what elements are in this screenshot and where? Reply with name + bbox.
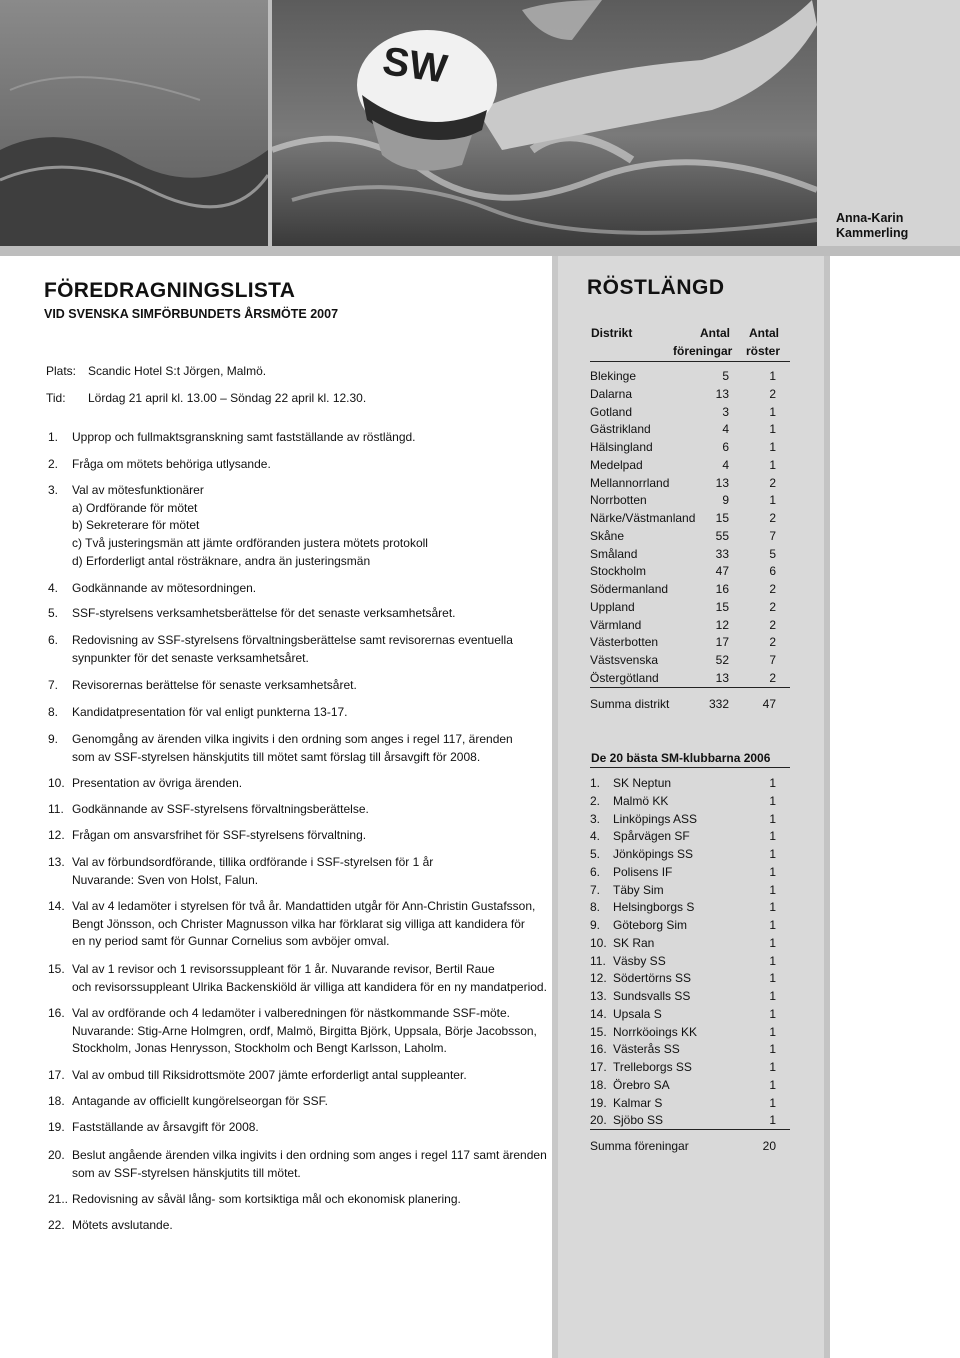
sm-club-name: Sjöbo SS [613,1113,664,1128]
sm-club-rank: 16. [590,1042,607,1057]
agenda-item-line: Nuvarande: Stig-Arne Holmgren, ordf, Malmö, Birgitta Björk, Uppsala, Börje Jacobsson, [72,1023,537,1038]
agenda-item-line: Mötets avslutande. [72,1218,173,1232]
sm-club-value: 1 [769,1077,776,1092]
agenda-item-number: 10. [48,776,65,790]
district-roster: 7 [769,528,776,543]
district-row [590,600,790,618]
agenda-item-text [72,704,542,722]
district-name: Stockholm [590,564,647,579]
sm-club-name: SK Ran [613,935,655,950]
district-roster: 2 [769,599,776,614]
sm-club-value: 1 [769,1095,776,1110]
sm-club-rank: 15. [590,1024,607,1039]
sm-header-rule [590,767,790,768]
district-roster: 5 [769,546,776,561]
sm-club-row [590,989,790,1007]
sm-club-row [590,829,790,847]
agenda-item-line: Revisorernas berättelse för senaste verksamhetsåret. [72,678,357,692]
agenda-item-line: en ny period samt för Gunnar Cornelius som avböjer omval. [72,934,390,949]
district-row [590,458,790,476]
agenda-item-line: Val av ordförande och 4 ledamöter i valberedningen för nästkommande SSF-möte. [72,1006,511,1020]
agenda-item-number: 9. [48,732,59,746]
district-foreningar: 3 [722,404,729,419]
sm-club-rank: 20. [590,1113,607,1128]
sm-club-row [590,847,790,865]
agenda-item-line: Presentation av övriga ärenden. [72,776,243,790]
sm-club-rank: 6. [590,864,601,879]
sm-club-row [590,936,790,954]
district-row [590,405,790,423]
sm-club-rank: 14. [590,1006,607,1021]
agenda-item-text [72,677,542,695]
district-row [590,493,790,511]
district-foreningar: 13 [715,670,729,685]
district-foreningar: 55 [715,528,729,543]
agenda-item-line: synpunkter för det senaste verksamhetsåret. [72,650,309,665]
district-roster: 2 [769,475,776,490]
rostlangd-title: RÖSTLÄNGD [587,276,725,299]
col-header-antal-1: Antal [700,326,730,340]
sm-sum-rule [590,1129,790,1130]
agenda-item-number: 7. [48,678,59,692]
sm-club-rank: 18. [590,1077,607,1092]
district-row [590,476,790,494]
agenda-item-line: a) Ordförande för mötet [72,500,198,515]
district-foreningar: 15 [715,599,729,614]
district-row [590,564,790,582]
district-foreningar: 4 [722,457,729,472]
district-name: Mellannorrland [590,475,670,490]
agenda-item-number: 17. [48,1068,65,1082]
agenda-item-number: 20. [48,1148,65,1162]
place-label: Plats: [46,364,77,378]
district-foreningar: 13 [715,475,729,490]
credit-line-1: Anna-Karin [836,211,904,225]
district-row [590,369,790,387]
agenda-item-line: som av SSF-styrelsen hänskjutits till mötet samt förslag till årsavgift för 2008. [72,749,481,764]
sm-club-name: Polisens IF [613,864,673,879]
district-row [590,511,790,529]
agenda-item-number: 22. [48,1218,65,1232]
agenda-item-number: 5. [48,606,59,620]
sm-club-name: Trelleborgs SS [613,1060,692,1074]
agenda-item-line: Nuvarande: Sven von Holst, Falun. [72,872,259,887]
sm-club-value: 1 [769,918,776,932]
sm-club-name: Norrköoings KK [613,1024,698,1039]
sm-club-row [590,812,790,830]
agenda-item-text [72,605,542,623]
sum-label: Summa distrikt [590,697,670,711]
district-row [590,529,790,547]
sm-club-rank: 4. [590,829,601,844]
agenda-item-line: Godkännande av mötesordningen. [72,581,257,595]
district-name: Östergötland [590,670,659,685]
agenda-item-line: och revisorssuppleant Ulrika Backenskiöld är villiga att kandidera för en ny mandatperiod. [72,979,547,994]
sm-club-name: SK Neptun [613,776,672,790]
agenda-item-text [72,632,542,667]
district-foreningar: 33 [715,546,729,561]
place-value: Scandic Hotel S:t Jörgen, Malmö. [88,364,267,378]
sm-club-value: 1 [769,1024,776,1039]
sm-club-rank: 1. [590,776,601,790]
district-roster: 7 [769,653,776,667]
credit-line-2: Kammerling [836,226,909,240]
district-roster: 1 [769,457,776,472]
sm-sum-row [590,1139,790,1157]
sm-club-row [590,1096,790,1114]
sm-sum-label: Summa föreningar [590,1139,689,1153]
agenda-item-text [72,429,542,447]
agenda-item-line: Genomgång av ärenden vilka ingivits i den ordning som anges i regel 117, ärenden [72,732,513,746]
sm-club-name: Väsby SS [613,953,666,968]
sm-club-rank: 13. [590,989,607,1003]
district-roster: 2 [769,386,776,401]
sm-club-rank: 10. [590,935,607,950]
district-name: Uppland [590,599,635,614]
district-name: Värmland [590,617,642,632]
sm-club-value: 1 [769,1060,776,1074]
district-name: Dalarna [590,386,633,401]
sm-club-row [590,1078,790,1096]
agenda-item-line: som av SSF-styrelsen hänskjutits till mötet. [72,1165,301,1180]
district-name: Västerbotten [590,635,659,650]
sm-club-rank: 7. [590,882,601,897]
district-roster: 2 [769,670,776,685]
agenda-item-number: 19. [48,1120,65,1134]
sm-club-name: Sundsvalls SS [613,989,691,1003]
sm-club-name: Täby Sim [613,882,664,897]
district-row [590,582,790,600]
district-foreningar: 4 [722,422,729,437]
sm-club-rank: 3. [590,811,601,826]
district-foreningar: 5 [722,369,729,383]
agenda-item-number: 18. [48,1094,65,1108]
agenda-item-line: SSF-styrelsens verksamhetsberättelse för det senaste verksamhetsåret. [72,606,456,620]
sm-club-name: Upsala S [613,1006,662,1021]
district-roster: 2 [769,617,776,632]
agenda-item-number: 13. [48,855,65,869]
sm-club-value: 1 [769,1113,776,1128]
district-name: Gästrikland [590,422,651,437]
sm-club-name: Södertörns SS [613,971,692,986]
sm-club-rank: 9. [590,918,601,932]
sm-club-row [590,883,790,901]
district-foreningar: 17 [715,635,729,650]
agenda-item-line: Redovisning av SSF-styrelsens förvaltningsberättelse samt revisorernas eventuella [72,633,513,647]
time-label: Tid: [46,391,66,405]
sm-club-name: Helsingborgs S [613,900,695,915]
sm-club-value: 1 [769,953,776,968]
district-foreningar: 47 [715,564,729,579]
agenda-item-number: 8. [48,705,59,719]
time-value: Lördag 21 april kl. 13.00 – Söndag 22 april kl. 12.30. [88,391,367,405]
col-header-foreningar: föreningar [673,344,733,358]
district-roster: 2 [769,511,776,525]
sm-club-name: Linköpings ASS [613,811,698,826]
agenda-item-text [72,1067,542,1085]
agenda-item-text [72,731,542,766]
sm-club-value: 1 [769,1006,776,1021]
district-roster: 2 [769,635,776,650]
district-roster: 1 [769,440,776,454]
agenda-item-text [72,1191,542,1209]
agenda-item-line: Kandidatpresentation för val enligt punkterna 13-17. [72,705,348,719]
district-name: Gotland [590,404,633,419]
district-name: Skåne [590,528,625,543]
sm-club-row [590,1042,790,1060]
agenda-item-number: 14. [48,899,65,913]
photo-credit [836,211,908,241]
sm-club-name: Kalmar S [613,1095,663,1110]
sm-club-rank: 19. [590,1095,607,1110]
agenda-item-number: 4. [48,581,59,595]
table-sum-rule [590,687,790,688]
district-row [590,618,790,636]
agenda-title: FÖREDRAGNINGSLISTA [44,279,296,302]
sm-club-value: 1 [769,864,776,879]
agenda-item-line: Val av mötesfunktionärer [72,483,204,497]
agenda-item-text [72,1119,542,1137]
agenda-item-line: Fråga om mötets behöriga utlysande. [72,457,271,471]
sm-club-value: 1 [769,935,776,950]
agenda-item-line: Beslut angående ärenden vilka ingivits i den ordning som anges i regel 117 samt ärenden [72,1148,547,1162]
agenda-item-text [72,1217,542,1235]
sm-club-value: 1 [769,882,776,897]
col-header-district: Distrikt [591,326,633,340]
agenda-item-line: Upprop och fullmaktsgranskning samt fastställande av röstlängd. [72,430,416,444]
sm-club-value: 1 [769,989,776,1003]
agenda-item-text [72,961,547,996]
sm-club-row [590,1025,790,1043]
sum-foreningar: 332 [708,697,729,711]
sm-sum-value: 20 [762,1139,776,1153]
sm-club-value: 1 [769,847,776,861]
agenda-item-line: Redovisning av såväl lång- som kortsiktiga mål och ekonomisk planering. [72,1192,461,1206]
agenda-item-number: 21.. [48,1192,69,1206]
district-roster: 6 [769,564,776,579]
district-roster: 1 [769,422,776,437]
sm-club-row [590,918,790,936]
agenda-item-number: 16. [48,1006,65,1020]
agenda-item-text [72,898,542,951]
district-roster: 1 [769,404,776,419]
district-foreningar: 52 [715,653,729,667]
sm-club-row [590,1007,790,1025]
district-name: Medelpad [590,457,643,472]
sm-club-value: 1 [769,793,776,808]
sm-club-name: Jönköpings SS [613,847,694,861]
sm-club-row [590,865,790,883]
agenda-item-number: 11. [48,802,64,816]
agenda-item-line: Godkännande av SSF-styrelsens förvaltningsberättelse. [72,802,369,816]
district-foreningar: 16 [715,582,729,596]
agenda-item-number: 3. [48,483,59,497]
sm-club-row [590,1060,790,1078]
sm-club-row [590,794,790,812]
table-header-rule [590,361,790,362]
district-row [590,387,790,405]
agenda-item-text [72,482,542,571]
sm-club-name: Malmö KK [613,793,669,808]
agenda-item-text [72,580,542,598]
sm-club-name: Örebro SA [613,1077,670,1092]
sm-club-value: 1 [769,776,776,790]
district-row [590,547,790,565]
district-foreningar: 6 [722,440,729,454]
district-row [590,422,790,440]
sm-club-name: Västerås SS [613,1042,680,1057]
agenda-item-text [72,1093,542,1111]
district-roster: 2 [769,582,776,596]
sm-club-row [590,971,790,989]
header-strip [0,246,960,256]
district-sum-row [590,697,790,715]
district-name: Närke/Västmanland [590,511,696,525]
agenda-item-line: Frågan om ansvarsfrihet för SSF-styrelsens förvaltning. [72,828,367,842]
sm-club-row [590,954,790,972]
district-row [590,635,790,653]
sm-club-value: 1 [769,1042,776,1057]
sm-club-value: 1 [769,900,776,915]
district-row [590,653,790,671]
cap-logo: SW [379,39,450,92]
sm-club-rank: 17. [590,1060,607,1074]
district-foreningar: 15 [715,511,729,525]
agenda-item-line: Val av 1 revisor och 1 revisorssuppleant för 1 år. Nuvarande revisor, Bertil Raue [72,962,495,976]
agenda-item-line: Val av förbundsordförande, tillika ordförande i SSF-styrelsen för 1 år [72,855,434,869]
sm-club-row [590,776,790,794]
agenda-item-line: Fastställande av årsavgift för 2008. [72,1120,259,1134]
sm-club-rank: 5. [590,847,601,861]
district-foreningar: 9 [722,493,729,508]
agenda-item-line: c) Två justeringsmän att jämte ordföranden justera mötets protokoll [72,536,428,551]
sm-club-value: 1 [769,971,776,986]
sm-clubs-title: De 20 bästa SM-klubbarna 2006 [591,751,771,765]
district-name: Västsvenska [590,653,659,667]
agenda-item-text [72,1005,542,1058]
agenda-item-text [72,1147,547,1182]
agenda-item-line: b) Sekreterare för mötet [72,518,200,533]
agenda-item-number: 12. [48,828,65,842]
agenda-subtitle: VID SVENSKA SIMFÖRBUNDETS ÅRSMÖTE 2007 [44,307,339,321]
district-name: Blekinge [590,369,637,383]
sm-club-rank: 8. [590,900,601,915]
agenda-item-line: Val av ombud till Riksidrottsmöte 2007 jämte erforderligt antal suppleanter. [72,1068,467,1082]
district-name: Norrbotten [590,493,647,508]
agenda-item-line: d) Erforderligt antal rösträknare, andra än justeringsmän [72,553,371,568]
agenda-item-line: Stockholm, Jonas Henrysson, Stockholm och Bengt Karlsson, Laholm. [72,1041,447,1056]
district-row [590,440,790,458]
district-foreningar: 12 [715,617,729,632]
photo-left-panel [0,0,268,246]
sm-club-name: Göteborg Sim [613,918,688,932]
agenda-item-line: Bengt Jönsson, och Christer Magnusson vilka har förklarat sig villiga att kandidera för [72,916,525,931]
sm-club-value: 1 [769,829,776,844]
sm-club-rank: 12. [590,971,607,986]
sm-club-rank: 11. [590,953,606,968]
district-name: Småland [590,546,638,561]
sm-club-name: Spårvägen SF [613,829,690,844]
sm-club-row [590,900,790,918]
agenda-item-text [72,854,542,889]
district-roster: 1 [769,369,776,383]
district-name: Södermanland [590,582,669,596]
agenda-item-number: 2. [48,457,59,471]
agenda-item-line: Val av 4 ledamöter i styrelsen för två år. Mandattiden utgår för Ann-Christin Gustafsson, [72,899,536,913]
sidebar-edge [824,256,830,1358]
district-roster: 1 [769,493,776,508]
col-header-roster: röster [746,344,781,358]
agenda-item-line: Antagande av officiellt kungörelseorgan för SSF. [72,1094,328,1108]
col-header-antal-2: Antal [749,326,779,340]
agenda-item-number: 15. [48,962,65,976]
district-foreningar: 13 [715,386,729,401]
agenda-item-text [72,801,542,819]
sm-club-value: 1 [769,811,776,826]
sm-club-rank: 2. [590,793,601,808]
agenda-item-text [72,456,542,474]
agenda-item-number: 6. [48,633,59,647]
agenda-item-text [72,827,542,845]
agenda-item-text [72,775,542,793]
agenda-item-number: 1. [48,430,59,444]
sum-roster: 47 [762,697,776,711]
swimmer-photo [272,0,817,246]
district-name: Hälsingland [590,440,653,454]
